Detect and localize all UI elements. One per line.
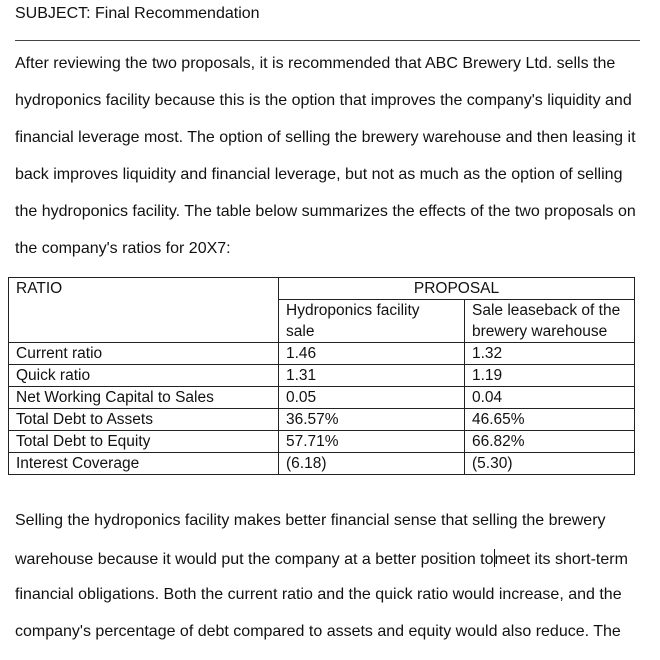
intro-line: After reviewing the two proposals, it is recommended that ABC Brewery Ltd. sells the	[15, 55, 616, 72]
ratios-table	[8, 277, 635, 475]
conclusion-line: company's percentage of debt compared to assets and equity would also reduce. The	[15, 623, 621, 640]
option-b-value: (5.30)	[465, 453, 635, 475]
option-b-header	[465, 300, 635, 343]
option-a-header	[279, 300, 465, 343]
ratio-name-cell: Interest Coverage	[9, 453, 279, 475]
option-b-value: 66.82%	[465, 431, 635, 453]
intro-line: hydroponics facility because this is the option that improves the company's liquidity and	[15, 92, 632, 109]
proposal-column-header: PROPOSAL	[279, 278, 635, 300]
conclusion-paragraph	[15, 512, 650, 660]
option-a-value: 36.57%	[279, 409, 465, 431]
table-row	[9, 453, 635, 475]
option-a-value: 1.46	[279, 343, 465, 365]
ratio-name-cell: Quick ratio	[9, 365, 279, 387]
option-b-header-line: brewery warehouse	[472, 323, 608, 340]
option-a-value: 1.31	[279, 365, 465, 387]
conclusion-text-after-cursor: meet its short-term	[494, 551, 628, 568]
ratio-name-cell: Current ratio	[9, 343, 279, 365]
intro-paragraph	[15, 55, 650, 277]
intro-line: the hydroponics facility. The table below summarizes the effects of the two proposals on	[15, 203, 636, 220]
option-b-value: 0.04	[465, 387, 635, 409]
conclusion-line: Selling the hydroponics facility makes better financial sense that selling the brewery	[15, 512, 606, 529]
conclusion-text-before-cursor: warehouse because it would put the company at a better position to	[15, 551, 494, 568]
table-row	[9, 343, 635, 365]
table-header-row	[9, 278, 635, 300]
option-b-value: 1.19	[465, 365, 635, 387]
table-row	[9, 387, 635, 409]
ratio-column-header: RATIO	[9, 278, 279, 343]
ratio-name-cell: Total Debt to Assets	[9, 409, 279, 431]
option-a-value: (6.18)	[279, 453, 465, 475]
table-row	[9, 409, 635, 431]
ratio-name-cell: Total Debt to Equity	[9, 431, 279, 453]
option-a-value: 0.05	[279, 387, 465, 409]
intro-line: financial leverage most. The option of selling the brewery warehouse and then leasing it	[15, 129, 636, 146]
table-row	[9, 365, 635, 387]
subject-line: SUBJECT: Final Recommendation	[15, 5, 260, 22]
header-divider	[15, 40, 640, 41]
intro-line: back improves liquidity and financial leverage, but not as much as the option of selling	[15, 166, 623, 183]
conclusion-line: financial obligations. Both the current ratio and the quick ratio would increase, and the	[15, 586, 622, 603]
conclusion-line[interactable]	[15, 549, 650, 586]
option-b-value: 1.32	[465, 343, 635, 365]
option-a-header-line: sale	[286, 323, 315, 340]
option-b-value: 46.65%	[465, 409, 635, 431]
intro-line: the company's ratios for 20X7:	[15, 240, 231, 257]
option-a-header-line: Hydroponics facility	[286, 302, 420, 319]
option-a-value: 57.71%	[279, 431, 465, 453]
table-row	[9, 431, 635, 453]
ratio-name-cell: Net Working Capital to Sales	[9, 387, 279, 409]
option-b-header-line: Sale leaseback of the	[472, 302, 621, 319]
